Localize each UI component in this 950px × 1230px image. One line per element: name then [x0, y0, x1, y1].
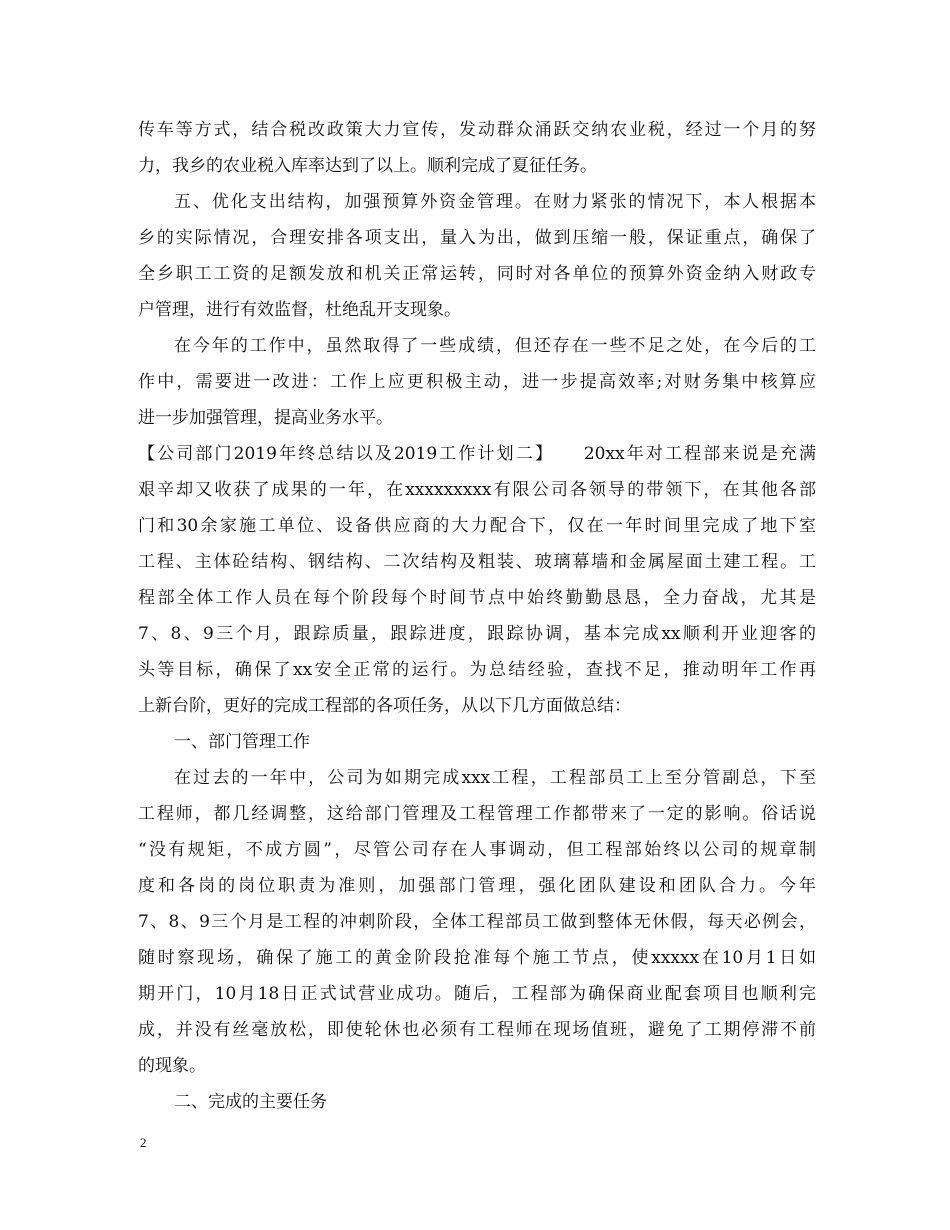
- text-line: 【公司部门2019年终总结以及2019工作计划二】 20xx年对工程部来说是充满: [138, 444, 816, 464]
- text-line: 7、8、9三个月，跟踪质量，跟踪进度，跟踪协调，基本完成xx顺利开业迎客的: [138, 624, 816, 644]
- text-line: 五、优化支出结构，加强预算外资金管理。在财力紧张的情况下，本人根据本: [174, 192, 816, 212]
- text-line: 艰辛却又收获了成果的一年，在xxxxxxxxx有限公司各领导的带领下，在其他各部: [138, 480, 816, 500]
- text-line: 二、完成的主要任务: [174, 1092, 327, 1112]
- text-line: 门和30余家施工单位、设备供应商的大力配合下，仅在一年时间里完成了地下室: [138, 516, 816, 536]
- text-line: 成，并没有丝毫放松，即使轮休也必须有工程师在现场值班，避免了工期停滞不前: [138, 1020, 816, 1040]
- text-line: 乡的实际情况，合理安排各项支出，量入为出，做到压缩一般，保证重点，确保了: [138, 228, 816, 248]
- text-line: 进一步加强管理，提高业务水平。: [138, 408, 393, 428]
- text-line: “没有规矩，不成方圆”，尽管公司存在人事调动，但工程部始终以公司的规章制: [138, 840, 816, 860]
- text-line: 程部全体工作人员在每个阶段每个时间节点中始终勤勤恳恳，全力奋战，尤其是: [138, 588, 816, 608]
- text-line: 工程、主体砼结构、钢结构、二次结构及粗装、玻璃幕墙和金属屋面土建工程。工: [138, 552, 816, 572]
- text-line: 户管理，进行有效监督，杜绝乱开支现象。: [138, 300, 461, 320]
- text-line: 的现象。: [138, 1056, 206, 1076]
- text-line: 7、8、9三个月是工程的冲刺阶段，全体工程部员工做到整体无休假，每天必例会，: [138, 912, 816, 932]
- text-line: 作中，需要进一改进：工作上应更积极主动，进一步提高效率;对财务集中核算应: [138, 372, 816, 392]
- text-line: 力，我乡的农业税入库率达到了以上。顺利完成了夏征任务。: [138, 156, 597, 176]
- text-line: 头等目标，确保了xx安全正常的运行。为总结经验，查找不足，推动明年工作再: [138, 660, 816, 680]
- page-number: 2: [140, 1135, 147, 1150]
- document-body: [138, 112, 816, 1120]
- text-line: 传车等方式，结合税改政策大力宣传，发动群众涌跃交纳农业税，经过一个月的努: [138, 120, 816, 140]
- text-line: 一、部门管理工作: [174, 732, 310, 752]
- text-line: 在今年的工作中，虽然取得了一些成绩，但还存在一些不足之处，在今后的工: [174, 336, 816, 356]
- text-line: 全乡职工工资的足额发放和机关正常运转，同时对各单位的预算外资金纳入财政专: [138, 264, 816, 284]
- text-line: 随时察现场，确保了施工的黄金阶段抢准每个施工节点，使xxxxx在10月1日如: [138, 948, 816, 968]
- text-line: 度和各岗的岗位职责为准则，加强部门管理，强化团队建设和团队合力。今年: [138, 876, 816, 896]
- text-line: 工程师，都几经调整，这给部门管理及工程管理工作都带来了一定的影响。俗话说: [138, 804, 816, 824]
- text-line: 在过去的一年中，公司为如期完成xxx工程，工程部员工上至分管副总，下至: [174, 768, 816, 788]
- text-line: 上新台阶，更好的完成工程部的各项任务，从以下几方面做总结：: [138, 696, 631, 716]
- text-line: 期开门，10月18日正式试营业成功。随后，工程部为确保商业配套项目也顺利完: [138, 984, 816, 1004]
